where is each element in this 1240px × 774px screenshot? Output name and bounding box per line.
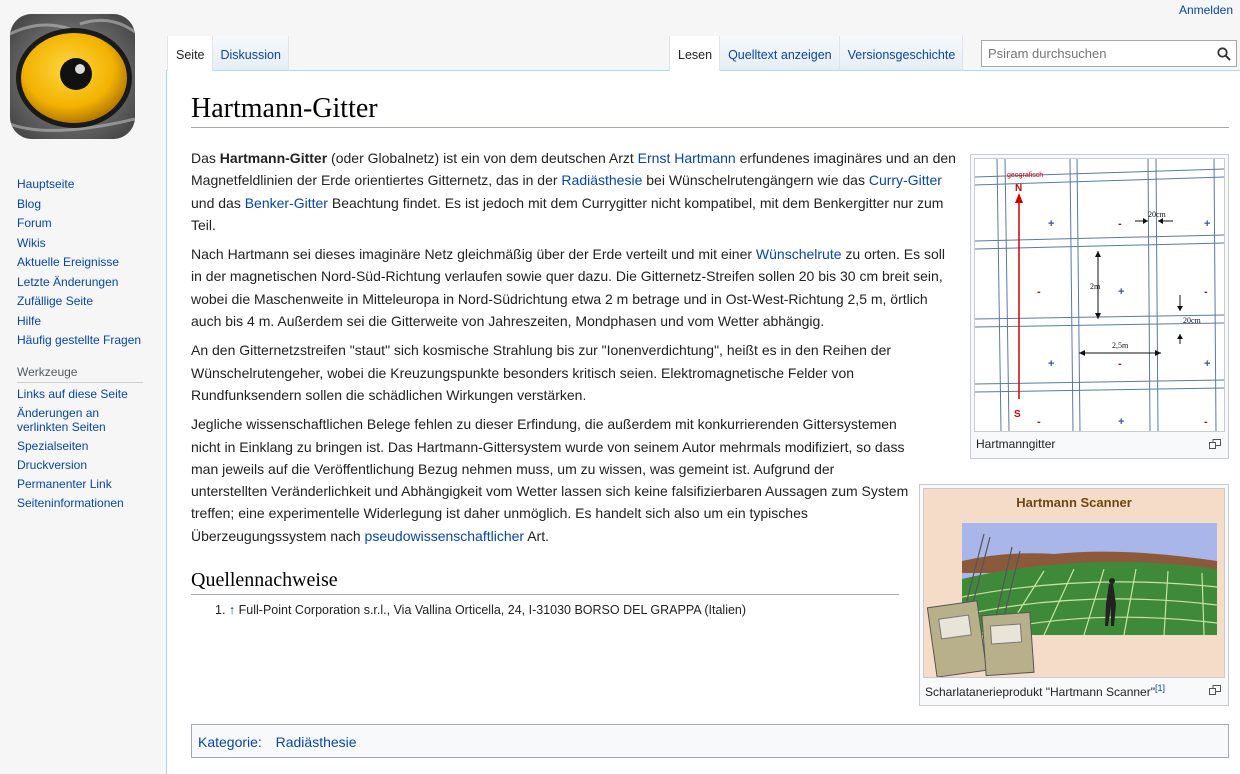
sidebar bbox=[0, 175, 165, 515]
tools-list bbox=[0, 387, 165, 510]
sources-heading: Quellennachweise bbox=[191, 569, 899, 595]
figure-caption: Scharlatanerieprodukt "Hartmann Scanner"[1] bbox=[923, 678, 1225, 699]
view-tabs bbox=[669, 36, 963, 71]
reference-backlink[interactable]: ↑ bbox=[228, 603, 236, 617]
category-radiaesthesie[interactable]: Radiästhesie bbox=[275, 734, 357, 750]
search-box bbox=[981, 40, 1237, 67]
site-logo[interactable] bbox=[10, 14, 135, 139]
sidebar-item-links-auf-diese-seite[interactable]: Links auf diese Seite bbox=[17, 386, 128, 401]
tab-diskussion[interactable]: Diskussion bbox=[212, 36, 289, 71]
page-title: Hartmann-Gitter bbox=[191, 93, 1229, 128]
enlarge-icon[interactable] bbox=[1209, 438, 1221, 448]
content-area bbox=[166, 70, 1240, 774]
scanner-illustration bbox=[924, 489, 1224, 677]
link-wuenschelrute[interactable]: Wünschelrute bbox=[755, 246, 842, 263]
paragraph-radiation: An den Gitternetzstreifen "staut" sich kosmische Strahlung bis zur "Ionenverdichtung", heißt es in den Reihen der Wünschelrutengeher, wobei die Kreuzungspunkte besonders kritisch seien. Elektromagnetische Felder von Rundfunksendern sollen die schädlichen Wirkungen verstärken. bbox=[191, 342, 892, 403]
footnote-link[interactable]: [1] bbox=[1154, 683, 1165, 693]
svg-text:+: + bbox=[1204, 358, 1211, 370]
dim-20cm-top: 20cm bbox=[1148, 210, 1166, 219]
tab-versionsgeschichte[interactable]: Versionsgeschichte bbox=[839, 36, 964, 71]
svg-text:+: + bbox=[1118, 286, 1125, 298]
login-link[interactable]: Anmelden bbox=[1178, 3, 1233, 17]
dim-2m: 2m bbox=[1090, 282, 1101, 291]
sidebar-item-forum[interactable]: Forum bbox=[17, 216, 52, 230]
sidebar-item-permanenter-link[interactable]: Permanenter Link bbox=[17, 476, 112, 491]
dim-20cm-side: 20cm bbox=[1183, 316, 1201, 325]
link-curry-gitter[interactable]: Curry-Gitter bbox=[868, 172, 942, 189]
bold-term: Hartmann-Gitter bbox=[219, 150, 328, 166]
enlarge-icon[interactable] bbox=[1209, 684, 1221, 694]
sidebar-item-hauptseite[interactable]: Hauptseite bbox=[17, 177, 75, 191]
tools-heading: Werkzeuge bbox=[17, 365, 143, 383]
namespace-tabs bbox=[167, 36, 289, 71]
sidebar-item-zufaellige-seite[interactable]: Zufällige Seite bbox=[17, 294, 94, 308]
category-label-link[interactable]: Kategorie: bbox=[198, 734, 262, 750]
sidebar-item-faq[interactable]: Häufig gestellte Fragen bbox=[17, 333, 142, 347]
figure-hartmann-scanner bbox=[919, 484, 1229, 706]
sidebar-item-spezialseiten[interactable]: Spezialseiten bbox=[17, 438, 89, 453]
svg-text:-: - bbox=[1204, 286, 1208, 298]
north-label: N bbox=[1015, 183, 1023, 194]
svg-text:-: - bbox=[1037, 286, 1041, 298]
link-radiaesthesie[interactable]: Radiästhesie bbox=[561, 172, 643, 189]
hartmann-scanner-image[interactable] bbox=[923, 488, 1225, 678]
personal-tools bbox=[1179, 3, 1233, 17]
link-pseudowissenschaft[interactable]: pseudowissenschaftlicher bbox=[364, 527, 525, 544]
figure-caption: Hartmanngitter bbox=[974, 432, 1225, 451]
link-benker-gitter[interactable]: Benker-Gitter bbox=[244, 194, 328, 211]
link-ernst-hartmann[interactable]: Ernst Hartmann bbox=[637, 150, 736, 166]
sidebar-item-wikis[interactable]: Wikis bbox=[17, 235, 46, 250]
svg-text:+: + bbox=[1048, 218, 1055, 230]
sidebar-item-seiteninformationen[interactable]: Seiteninformationen bbox=[17, 495, 124, 510]
svg-text:+: + bbox=[1204, 218, 1211, 230]
tab-quelltext[interactable]: Quelltext anzeigen bbox=[719, 36, 839, 71]
search-button[interactable] bbox=[1212, 42, 1236, 66]
sidebar-item-aktuelle-ereignisse[interactable]: Aktuelle Ereignisse bbox=[17, 255, 120, 269]
scanner-image-title: Hartmann Scanner bbox=[1016, 495, 1132, 510]
category-links bbox=[191, 724, 1229, 758]
tab-lesen[interactable]: Lesen bbox=[669, 36, 719, 71]
search-icon bbox=[1217, 47, 1231, 61]
sidebar-item-letzte-aenderungen[interactable]: Letzte Änderungen bbox=[17, 274, 119, 289]
geo-label: geografisch bbox=[1007, 172, 1044, 179]
svg-text:-: - bbox=[1118, 218, 1122, 230]
dim-2-5m: 2,5m bbox=[1112, 341, 1129, 350]
sidebar-item-aenderungen-verlinkt[interactable]: Änderungen an verlinkten Seiten bbox=[17, 405, 106, 434]
paragraph-intro: Das Hartmann-Gitter (oder Globalnetz) ist ein von dem deutschen Arzt Ernst Hartmann erfundenes imaginäres und an den Magnetfeldlinien der Erde orientiertes Gitternetz, das in der Radiästhesie bei Wünschelrutengängern wie das Curry-Gitter und das Benker-Gitter Beachtung findet. Es ist jedoch mit dem Currygitter nicht kompatibel, mit dem Benkergitter nur zum Teil. bbox=[191, 150, 956, 233]
tab-seite[interactable]: Seite bbox=[167, 36, 212, 71]
article-body bbox=[191, 147, 956, 554]
svg-text:-: - bbox=[1118, 358, 1122, 370]
figure-hartmanngitter bbox=[970, 154, 1229, 459]
reference-item: 1. ↑ Full-Point Corporation s.r.l., Via Vallina Orticella, 24, I-31030 BORSO DEL GRAPPA (Italien) bbox=[215, 603, 747, 617]
sidebar-item-blog[interactable]: Blog bbox=[17, 196, 42, 211]
svg-text:+: + bbox=[1118, 416, 1125, 428]
sidebar-item-hilfe[interactable]: Hilfe bbox=[17, 313, 42, 328]
paragraph-criticism: Jegliche wissenschaftlichen Belege fehlen zu dieser Erfindung, die außerdem mit konkurrierenden Gittersystemen nicht in Einklang zu bringen ist. Das Hartmann-Gittersystem wurde von seinem Autor mehrmals modifiziert, so dass man jeweils auf die Veröffentlichung Bezug nehmen muss, um zu wissen, was gemeint ist. Aufgrund der unterstellten Veränderlichkeit und Abhängigkeit vom Wetter lassen sich keine falsifizierbaren Aussagen zum System treffen; eine experimentelle Widerlegung ist daher unmöglich. Es handelt sich also um ein typisches Überzeugungssystem nach pseudowissenschaftlicher Art. bbox=[191, 416, 909, 544]
svg-text:-: - bbox=[1037, 416, 1041, 428]
grid-diagram bbox=[975, 159, 1224, 431]
paragraph-description: Nach Hartmann sei dieses imaginäre Netz gleichmäßig über der Erde verteilt und mit einer Wünschelrute zu orten. Es soll in der magnetischen Nord-Süd-Richtung verlaufen sowie quer dazu. Die Gitternetz-Streifen sollen 20 bis 30 cm breit sein, wobei die Maschenweite in Mitteleuropa in Nord-Südrichtung etwa 2 m betrage und in Ost-West-Richtung 2,5 m, örtlich auch bis 4 m. Außerdem sei die Gitterweite von Jahreszeiten, Mondphasen und vom Wetter abhängig. bbox=[191, 246, 946, 330]
navigation-list bbox=[0, 175, 165, 351]
search-input[interactable] bbox=[982, 46, 1212, 61]
south-label: S bbox=[1014, 409, 1021, 420]
sidebar-item-druckversion[interactable]: Druckversion bbox=[17, 457, 88, 472]
svg-text:-: - bbox=[1204, 416, 1208, 428]
eye-logo-icon bbox=[10, 14, 135, 139]
references-list bbox=[215, 603, 746, 617]
svg-text:+: + bbox=[1048, 358, 1055, 370]
hartmann-grid-image[interactable] bbox=[974, 158, 1225, 432]
